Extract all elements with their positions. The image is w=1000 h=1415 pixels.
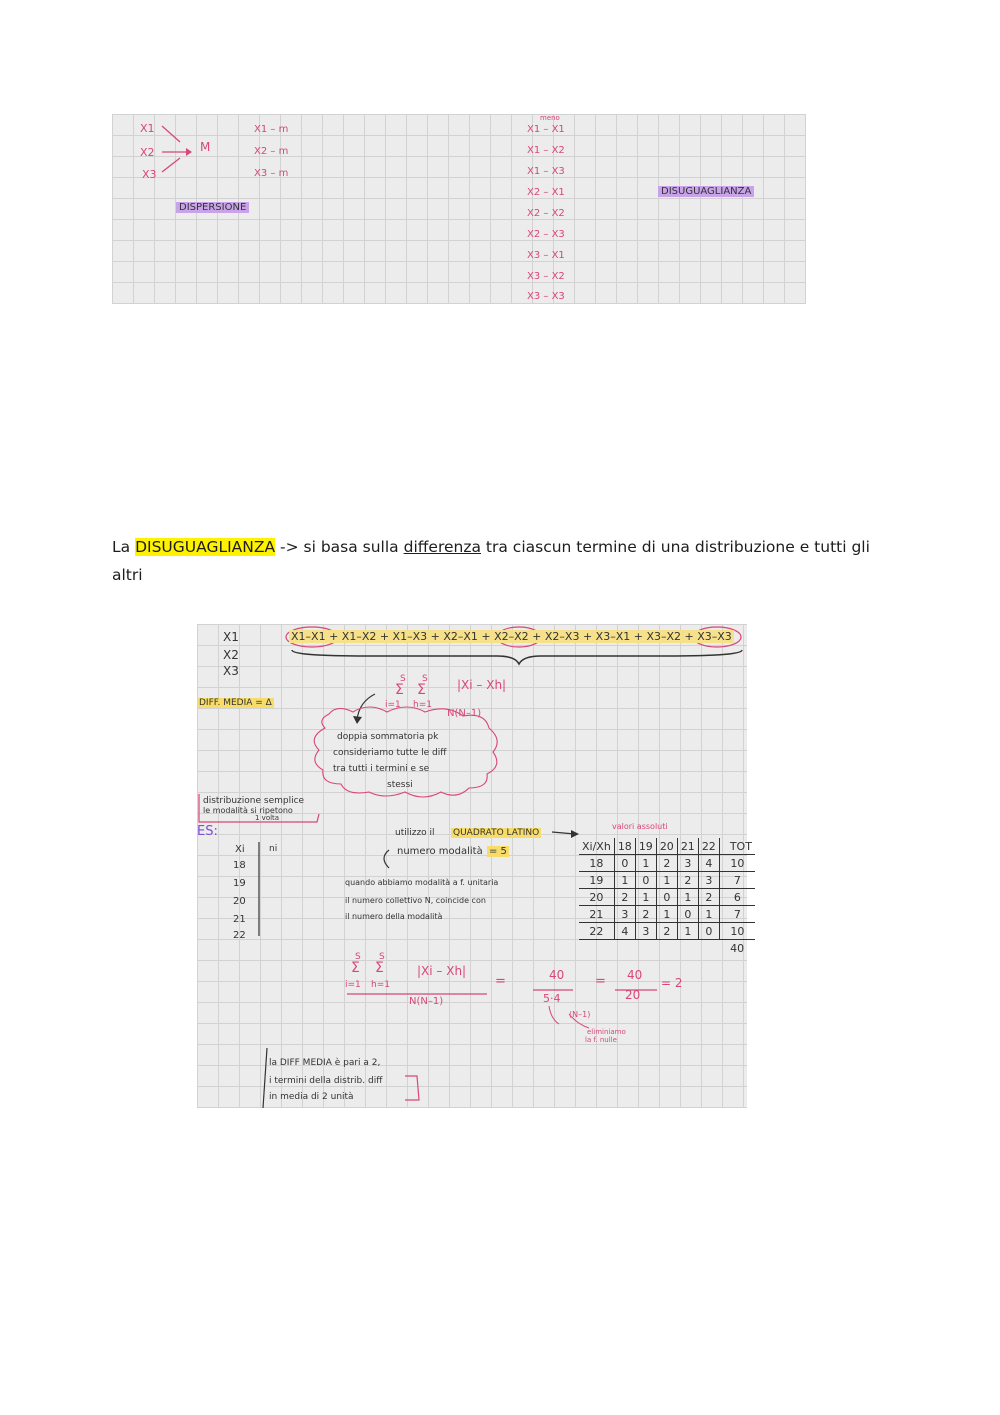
small-table-value: 21 (233, 914, 246, 925)
latin-row (579, 923, 755, 940)
latin-header: 18 (614, 838, 635, 855)
latin-cell: 4 (698, 855, 719, 872)
n2-var-x3: X3 (223, 664, 239, 678)
difference-3: X1 – X3 (527, 166, 565, 177)
formula-abs: |Xi – Xh| (457, 678, 507, 692)
latin-header: 20 (656, 838, 677, 855)
comp-abs: |Xi – Xh| (417, 964, 467, 978)
cloud-line-3: tra tutti i termini e se (333, 764, 430, 774)
conclusion-line-1: la DIFF MEDIA è pari a 2, (269, 1058, 381, 1068)
n2-var-x2: X2 (223, 648, 239, 662)
latin-cell: 0 (656, 889, 677, 906)
latin-cell: 0 (614, 855, 635, 872)
latin-row-label: 18 (579, 855, 614, 872)
latin-cell: 1 (614, 872, 635, 889)
latin-row-label: 22 (579, 923, 614, 940)
formula-sigma-1: Σ (395, 682, 404, 698)
latin-cell: 3 (614, 906, 635, 923)
equals-1: = (495, 974, 506, 989)
latin-row (579, 889, 755, 906)
deviation-3: X3 – m (254, 168, 289, 179)
latin-tot-header: TOT (719, 838, 755, 855)
quadrato-prefix: utilizzo il (395, 828, 435, 838)
latin-cell: 0 (635, 872, 656, 889)
comp-result: = 2 (661, 976, 683, 990)
latin-row-label: 21 (579, 906, 614, 923)
conclusion-line-3: in media di 2 unità (269, 1092, 354, 1102)
quando-line-1: quando abbiamo modalità a f. unitaria (345, 878, 499, 887)
disuguaglianza-label: DISUGUAGLIANZA (658, 186, 754, 197)
latin-row (579, 855, 755, 872)
comp-sigma-2: Σ (375, 960, 384, 976)
quando-line-2: il numero collettivo N, coincide con (345, 896, 486, 905)
distribuzione-note-2: le modalità si ripetono (203, 806, 293, 815)
small-table-value: 22 (233, 930, 246, 941)
var-x1: X1 (140, 122, 155, 135)
diff-media-label: DIFF. MEDIA = Δ (199, 698, 272, 708)
latin-corner: Xi/Xh (579, 838, 614, 855)
latin-cell: 1 (656, 906, 677, 923)
latin-cell: 2 (614, 889, 635, 906)
latin-row-label: 20 (579, 889, 614, 906)
quando-line-3: il numero della modalità (345, 912, 443, 921)
quadrato-highlight: QUADRATO LATINO (453, 828, 540, 838)
text-prefix: La (112, 538, 136, 556)
small-table-header-xi: Xi (235, 844, 245, 855)
comp-denominator: N(N–1) (409, 996, 444, 1007)
formula-denominator: N(N–1) (447, 708, 482, 719)
latin-cell: 1 (677, 889, 698, 906)
difference-5: X2 – X2 (527, 208, 565, 219)
comp-denominator-value: 5·4 (543, 992, 561, 1005)
distribuzione-note-1: distribuzione semplice (203, 796, 305, 806)
var-x2: X2 (140, 146, 155, 159)
difference-8: X3 – X2 (527, 271, 565, 282)
difference-6: X2 – X3 (527, 229, 565, 240)
latin-cell: 0 (677, 906, 698, 923)
formula-sigma-2: Σ (417, 682, 426, 698)
latin-cell: 3 (677, 855, 698, 872)
text-highlight: DISUGUAGLIANZA (135, 538, 276, 556)
comp-sum-top-1: S (355, 952, 361, 962)
latin-cell: 3 (698, 872, 719, 889)
latin-cell: 4 (614, 923, 635, 940)
conclusion-line-2: i termini della distrib. diff (269, 1076, 383, 1086)
note-image-differenza-media (197, 624, 752, 1108)
formula-i1: i=1 (385, 700, 401, 710)
comp-numerator-2: 40 (627, 968, 643, 982)
latin-row-tot: 7 (719, 872, 755, 889)
latin-cell: 2 (635, 906, 656, 923)
latin-row-tot: 7 (719, 906, 755, 923)
numero-modalita-value: = 5 (489, 846, 507, 857)
latin-cell: 1 (635, 855, 656, 872)
valori-assoluti-label: valori assoluti (612, 822, 668, 831)
latin-row-label: 19 (579, 872, 614, 889)
es-label: ES: (197, 824, 218, 839)
note-image-dispersione (112, 114, 806, 304)
formula-sum-top-1: S (400, 674, 406, 684)
latin-row-tot: 10 (719, 855, 755, 872)
comp-note-2: la f. nulle (585, 1036, 617, 1044)
latin-header: 21 (677, 838, 698, 855)
meno-label: meno (540, 114, 560, 122)
latin-cell: 1 (656, 872, 677, 889)
deviation-1: X1 – m (254, 124, 289, 135)
numero-modalita: numero modalità (397, 846, 483, 857)
latin-cell: 2 (656, 923, 677, 940)
latin-cell: 1 (677, 923, 698, 940)
latin-cell: 1 (635, 889, 656, 906)
difference-7: X3 – X1 (527, 250, 565, 261)
latin-cell: 3 (635, 923, 656, 940)
small-table-value: 18 (233, 860, 246, 871)
text-underlined: differenza (403, 538, 481, 556)
equals-2: = (595, 974, 606, 989)
cloud-line-1: doppia sommatoria pk (337, 732, 439, 742)
small-table-header-ni: ni (269, 844, 278, 854)
text-middle: -> si basa sulla (275, 538, 404, 556)
distribuzione-note-3: 1 volta (255, 814, 280, 822)
cloud-line-4: stessi (387, 780, 413, 790)
latin-square-table (579, 838, 755, 956)
comp-note-n: (N–1) (569, 1010, 591, 1019)
latin-header: 19 (635, 838, 656, 855)
comp-sigma-1: Σ (351, 960, 360, 976)
latin-cell: 1 (698, 906, 719, 923)
latin-cell: 2 (656, 855, 677, 872)
var-x3: X3 (142, 168, 157, 181)
n2-var-x1: X1 (223, 630, 239, 644)
latin-row (579, 872, 755, 889)
latin-row-tot: 6 (719, 889, 755, 906)
cloud-line-2: consideriamo tutte le diff (333, 748, 447, 758)
latin-grand-total: 40 (730, 941, 745, 955)
text-suffix: tra ciascun termine di una distribuzione e tutti gli altri (112, 538, 870, 584)
dispersione-label: DISPERSIONE (176, 202, 249, 213)
difference-4: X2 – X1 (527, 187, 565, 198)
latin-row-tot: 10 (719, 923, 755, 940)
comp-sum-top-2: S (379, 952, 385, 962)
latin-cell: 0 (698, 923, 719, 940)
comp-denominator-2: 20 (625, 988, 641, 1002)
difference-2: X1 – X2 (527, 145, 565, 156)
difference-9: X3 – X3 (527, 291, 565, 302)
difference-1: X1 – X1 (527, 124, 565, 135)
disuguaglianza-definition (112, 533, 892, 589)
latin-row (579, 906, 755, 923)
small-table-value: 20 (233, 896, 246, 907)
latin-header: 22 (698, 838, 719, 855)
comp-note-1: eliminiamo (587, 1028, 626, 1036)
sum-expression: X1–X1 + X1–X2 + X1–X3 + X2–X1 + X2–X2 + X2–X3 + X3–X1 + X3–X2 + X3–X3 (291, 630, 732, 643)
m-label: M (200, 140, 211, 154)
deviation-2: X2 – m (254, 146, 289, 157)
formula-h1: h=1 (413, 700, 432, 710)
comp-numerator: 40 (549, 968, 565, 982)
comp-h1: h=1 (371, 980, 390, 990)
formula-sum-top-2: S (422, 674, 428, 684)
comp-i1: i=1 (345, 980, 361, 990)
latin-cell: 2 (677, 872, 698, 889)
small-table-value: 19 (233, 878, 246, 889)
latin-cell: 2 (698, 889, 719, 906)
